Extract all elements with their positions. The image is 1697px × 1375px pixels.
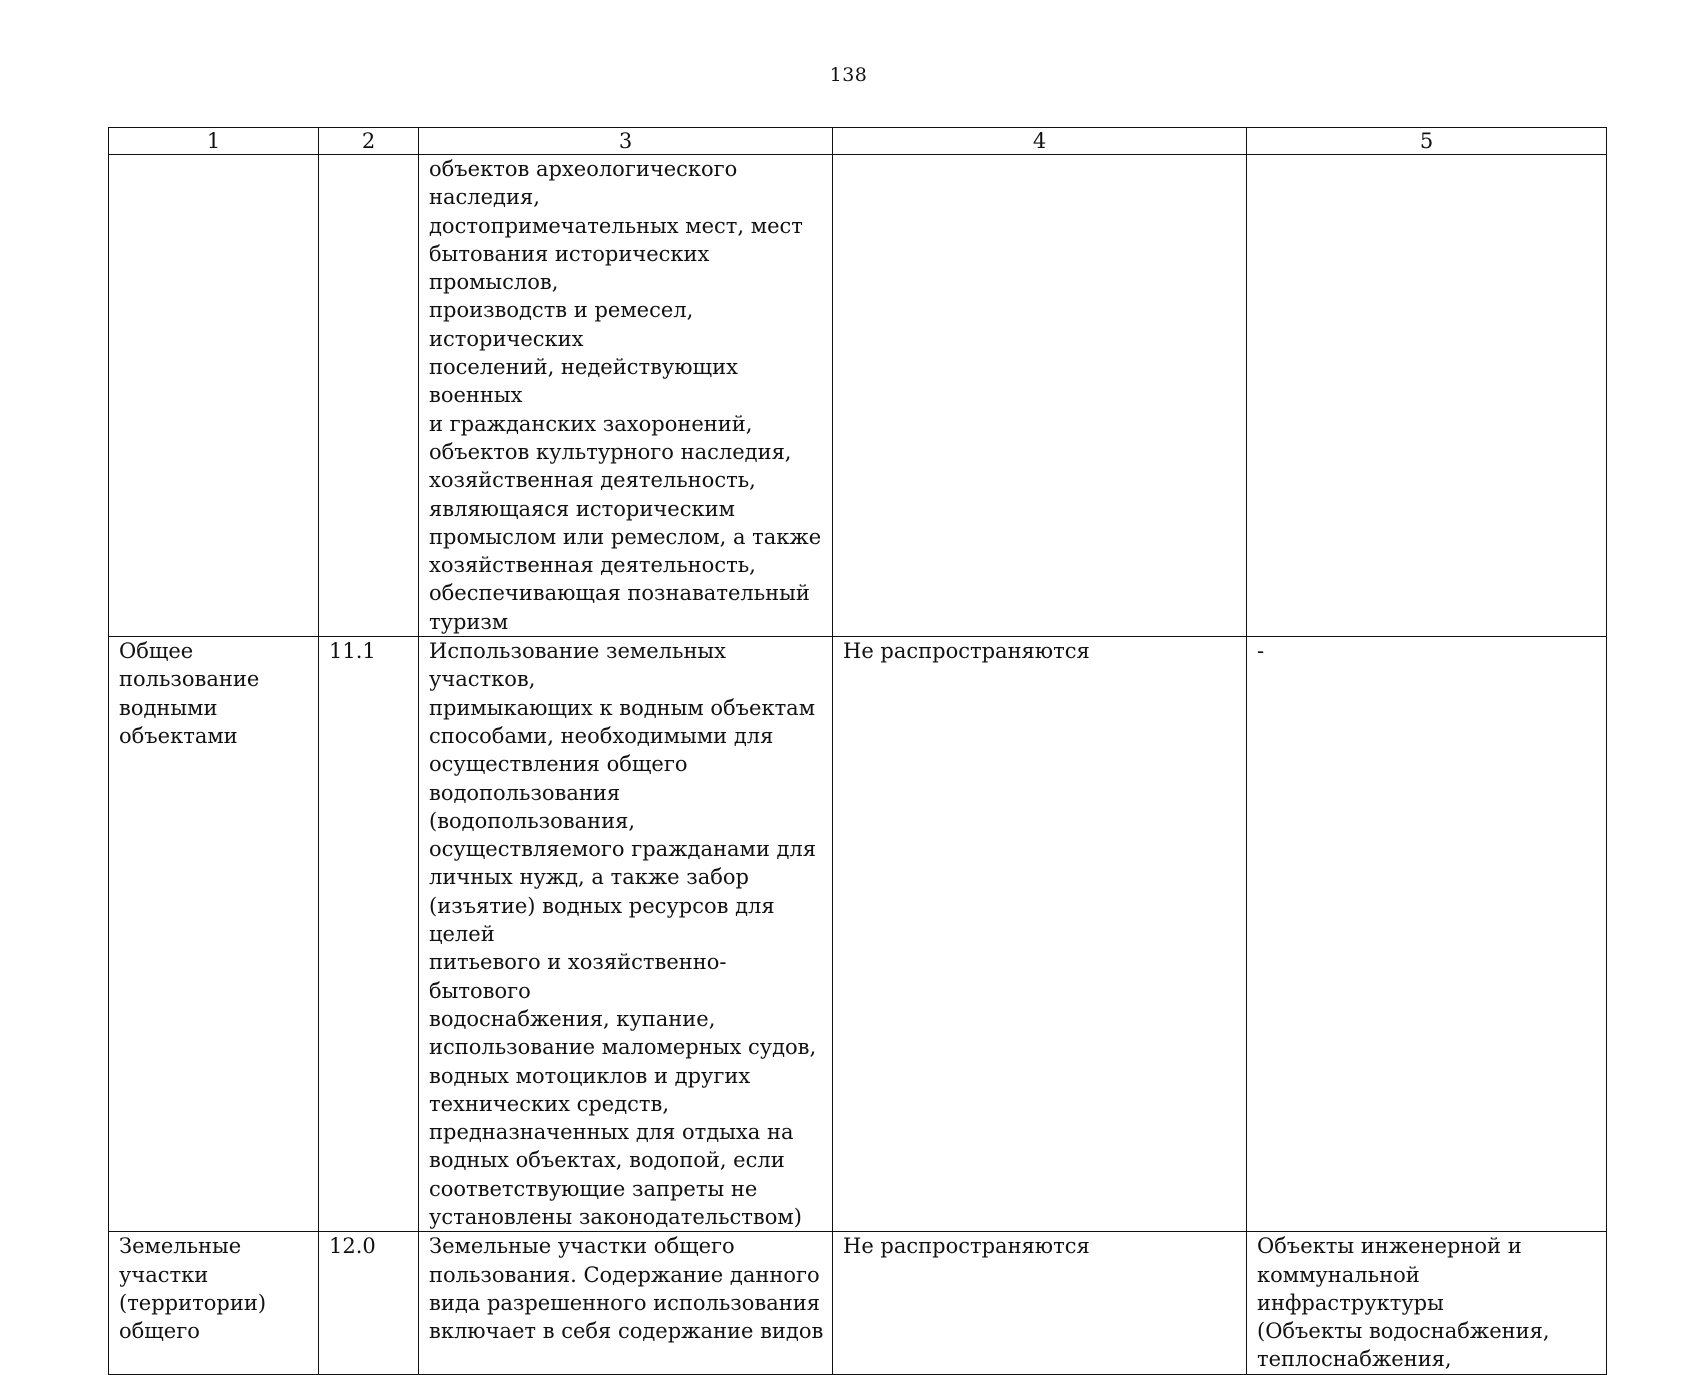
cell-code <box>319 155 419 637</box>
column-header-2: 2 <box>319 128 419 155</box>
column-header-5: 5 <box>1247 128 1607 155</box>
column-header-4: 4 <box>833 128 1247 155</box>
cell-description: Земельные участки общего пользования. Содержание данного вида разрешенного использования включает в себя содержание видов <box>419 1232 833 1374</box>
cell-use-name: Земельные участки (территории) общего <box>109 1232 319 1374</box>
cell-use-name <box>109 155 319 637</box>
cell-code: 12.0 <box>319 1232 419 1374</box>
cell-auxiliary-uses: Объекты инженерной и коммунальной инфраструктуры (Объекты водоснабжения, теплоснабжения, <box>1247 1232 1607 1374</box>
table-row <box>109 1232 1607 1374</box>
regulations-table <box>108 127 1607 1375</box>
cell-limits: Не распространяются <box>833 637 1247 1232</box>
cell-code: 11.1 <box>319 637 419 1232</box>
cell-description: объектов археологического наследия, достопримечательных мест, мест бытования исторических промыслов, производств и ремесел, исторических поселений, недействующих военных и гражданских захоронений, объектов культурного наследия, хозяйственная деятельность, являющаяся историческим промыслом или ремеслом, а также хозяйственная деятельность, обеспечивающая познавательный туризм <box>419 155 833 637</box>
cell-limits <box>833 155 1247 637</box>
table-row <box>109 637 1607 1232</box>
column-header-3: 3 <box>419 128 833 155</box>
table-header-row <box>109 128 1607 155</box>
page-number: 138 <box>829 64 868 86</box>
column-header-1: 1 <box>109 128 319 155</box>
cell-limits: Не распространяются <box>833 1232 1247 1374</box>
table-row <box>109 155 1607 637</box>
cell-description: Использование земельных участков, примыкающих к водным объектам способами, необходимыми для осуществления общего водопользования (водопользования, осуществляемого гражданами для личных нужд, а также забор (изъятие) водных ресурсов для целей питьевого и хозяйственно-бытового водоснабжения, купание, использование маломерных судов, водных мотоциклов и других технических средств, предназначенных для отдыха на водных объектах, водопой, если соответствующие запреты не установлены законодательством) <box>419 637 833 1232</box>
cell-auxiliary-uses <box>1247 155 1607 637</box>
cell-use-name: Общее пользование водными объектами <box>109 637 319 1232</box>
cell-auxiliary-uses: - <box>1247 637 1607 1232</box>
